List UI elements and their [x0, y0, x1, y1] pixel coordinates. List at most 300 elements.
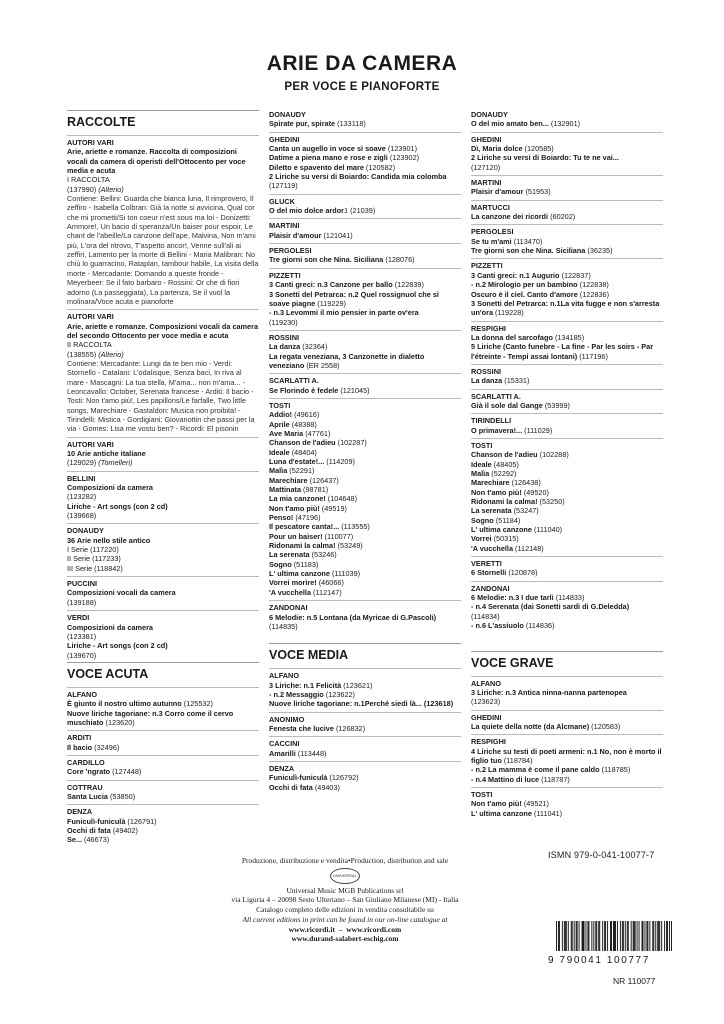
entry-group — [269, 761, 461, 792]
work-title: Nuove liriche tagoriane: n.3 Corro come il cervo muschiato — [67, 708, 234, 727]
work-title: La quiete della notte (da Alcmane) — [471, 721, 590, 731]
work-title: Ridonami la calma! — [269, 541, 336, 551]
catalog-code: (53250) — [537, 497, 565, 507]
composer-name: TOSTI — [269, 400, 291, 410]
contents-text: Contiene: Mercadante: Lungi da te ben mio - Verdi: Stornello - Catalani: L'odalisque, Senza baci, In riva al mare - Mascagni: La tua stella, M'ama... non m'ama... - Leoncavallo: October, Serenata francese - Arditi: Il bacio - Tosti: Non t'amo più!, Les papillons/Le farfalle, Two little songs, Marechiare - Gastaldon: Musica non proibita! - Tirindelli: Mistica - Gordigiani: Giovanottin che passi per la via - Gomes: Lisa me vostu ben? - Ricordi: El pisonin — [67, 358, 255, 434]
catalog-code: (49616) — [292, 410, 320, 420]
catalog-code: (123618) — [423, 699, 454, 709]
catalog-code: (123901) — [387, 144, 418, 154]
composer-name: AUTORI VARI — [67, 312, 114, 322]
catalog-code: (48388) — [289, 419, 317, 429]
work-title: La donna del sarcofago — [471, 332, 553, 342]
entry-group — [471, 321, 663, 361]
entry-group — [269, 330, 461, 370]
work-title: Marechiare — [471, 478, 510, 488]
catalog-code: (139668) — [67, 511, 97, 521]
entry-group — [269, 373, 461, 395]
list-item — [269, 438, 461, 447]
work-title: 3 Canti greci: n.1 Augurio — [471, 270, 560, 280]
entry-group — [67, 471, 259, 521]
catalog-code: (119228) — [495, 308, 524, 318]
work-title: 3 Canti greci: n.3 Canzone per ballo — [269, 280, 393, 290]
composer-name: DONAUDY — [269, 110, 306, 119]
work-title: Marechiare — [269, 475, 308, 485]
work-title: 36 Arie nello stile antico — [67, 535, 151, 545]
series-item: I Serie (117220) — [67, 545, 119, 555]
work-title: Chanson de l'adieu — [471, 450, 538, 460]
entry-group — [471, 581, 663, 631]
work-title: Sogno — [471, 515, 494, 525]
catalog-code: (52292) — [489, 469, 517, 478]
composer-name: CACCINI — [269, 739, 300, 749]
work-title: Tre giorni son che Nina. Siciliana — [269, 255, 384, 265]
catalog-code: (110077) — [322, 531, 354, 541]
work-title: Spirate pur, spirate — [269, 119, 336, 129]
list-item — [269, 457, 461, 466]
work-title: 10 Arie antiche italiane — [67, 449, 146, 458]
list-item — [269, 410, 461, 419]
catalog-code: (111029) — [524, 425, 553, 435]
work-title: Santa Lucia — [67, 791, 108, 801]
work-title: Già il sole dal Gange — [471, 400, 543, 410]
work-title: Core 'ngrato — [67, 767, 111, 777]
work-title: Composizioni vocali da camera — [67, 588, 176, 598]
catalog-code: (123623) — [471, 697, 501, 707]
work-title: Vorrei morire! — [269, 578, 317, 588]
entry-group — [67, 730, 259, 752]
work-title: Nuove liriche tagoriane: n.1Perché siedi là... — [269, 699, 422, 709]
editor-note: (Tomelleri) — [98, 458, 133, 468]
composer-name: TOSTI — [471, 440, 493, 450]
list-item — [269, 541, 461, 550]
list-item — [269, 504, 461, 513]
catalog-code: (126791) — [127, 816, 157, 826]
work-title: 2 Liriche su versi di Boiardo: Tu te ne vai... — [471, 153, 619, 163]
section-voce-acuta: VOCE ACUTA — [67, 662, 259, 684]
work-title: Ideale — [269, 447, 290, 457]
catalog-code: (47196) — [293, 513, 321, 523]
catalog-code: (118787) — [541, 774, 570, 784]
catalog-code: (114209) — [324, 457, 355, 466]
work-title: Composizioni da camera — [67, 622, 153, 632]
work-title: Non t'amo più! — [471, 487, 522, 497]
website-link[interactable]: www.ricordi.com — [346, 924, 402, 934]
catalog-code: (120582) — [365, 162, 396, 172]
entry-group — [269, 668, 461, 708]
catalog-code: (111040) — [531, 525, 563, 535]
work-title: 2 Liriche su versi di Boiardo: Candida mia colomba — [269, 172, 447, 182]
catalog-code: (51184) — [493, 515, 521, 525]
work-title: 3 Liriche: n.1 Felicità — [269, 680, 342, 690]
work-title: Malìa — [269, 466, 288, 476]
logo-text: UNIVERSAL — [332, 872, 358, 878]
catalog-code: (113448) — [297, 748, 327, 758]
work-title: 6 Stornelli — [471, 568, 507, 578]
catalog-code: (133118) — [337, 119, 366, 129]
entry-group — [67, 780, 259, 802]
list-item — [471, 544, 663, 553]
work-title: Mattinata — [269, 485, 302, 495]
catalog-code: (120585) — [524, 144, 554, 154]
catalog-code: (134185) — [554, 332, 585, 342]
catalog-code: (113470) — [513, 236, 543, 246]
work-title: Ave Maria — [269, 428, 304, 438]
catalog-code: (126437) — [307, 475, 339, 485]
list-item — [269, 485, 461, 494]
work-title: Liriche - Art songs (con 2 cd) — [67, 501, 168, 511]
catalog-code: (123621) — [343, 680, 373, 690]
composer-name: GLUCK — [269, 196, 295, 206]
universal-logo — [330, 868, 360, 884]
page-subtitle: PER VOCE E PIANOFORTE — [284, 81, 440, 93]
work-title: - n.4 Mattino di luce — [471, 774, 540, 784]
work-title: Tre giorni son che Nina. Siciliana — [471, 246, 586, 256]
work-title: Occhi di fata — [269, 782, 313, 792]
work-title: 'A vucchella — [269, 587, 312, 597]
section-voce-grave: VOCE GRAVE — [471, 651, 663, 673]
catalog-code: (46673) — [84, 835, 110, 845]
work-title: Occhi di fata — [67, 826, 111, 835]
work-title: 4 Liriche su testi di poeti armeni: n.1 No, non è morto il figlio tuo — [471, 746, 662, 765]
entry-group — [471, 364, 663, 386]
composer-name: DONAUDY — [471, 110, 508, 119]
entry-group — [67, 576, 259, 607]
composer-name: AUTORI VARI — [67, 138, 114, 147]
entry-group — [471, 787, 663, 818]
work-title: Ridonami la calma! — [471, 497, 538, 507]
composer-name: PIZZETTI — [471, 261, 503, 271]
series-item: II Serie (117233) — [67, 554, 121, 564]
barcode-icon — [556, 921, 673, 951]
list-item — [269, 522, 461, 531]
catalog-code: (125532) — [183, 699, 213, 709]
work-title: O primavera!... — [471, 425, 523, 435]
editor-note: (Alterio) — [98, 184, 124, 194]
work-title: Datime a piena mano e rose e zigli — [269, 153, 388, 163]
composer-name: PERGOLESI — [471, 227, 514, 237]
work-title: 'A vucchella — [471, 543, 514, 553]
list-item — [471, 478, 663, 487]
work-title: 6 Melodie: n.3 I due tarli — [471, 593, 554, 603]
entry-group — [269, 243, 461, 265]
column-left — [67, 110, 259, 845]
work-title: - n.4 Serenata (dai Sonetti sardi di G.Deledda) — [471, 602, 630, 612]
publisher-footer: Produzione, distribuzione e vendita•Production, distribution and sale UNIVERSAL Universal Music MGB Publications srl via Liguria 4 – 20098 Sesto Ulteriano – San Giuliano Milanese (MI) - Italia Catalogo completo delle edizioni in vendita consultabile su All current editions in print can be found in our on-line catalogue at www.ricordi.it – www.ricordi.com www.durand-salabert-eschig.com — [190, 856, 500, 944]
catalog-code: (102288) — [537, 450, 569, 460]
catalog-code: (126792) — [329, 773, 359, 783]
work-title: La danza — [269, 342, 301, 352]
entry-group — [67, 804, 259, 844]
catalog-code: (129029) — [67, 458, 97, 468]
work-title: Il pescatore canta!... — [269, 522, 340, 532]
composer-name: ROSSINI — [269, 332, 300, 342]
list-item — [269, 588, 461, 597]
tosti-list — [471, 450, 663, 553]
composer-name: MARTINI — [471, 178, 502, 188]
entry-group — [471, 224, 663, 255]
composer-name: RESPIGHI — [471, 737, 506, 747]
catalog-code: (111041) — [533, 808, 563, 818]
section-voce-media: VOCE MEDIA — [269, 643, 461, 665]
catalog-code: (118785) — [601, 765, 631, 775]
catalog-code: (127448) — [112, 767, 142, 777]
entry-group — [269, 268, 461, 327]
work-title: Plaisir d'amour — [471, 187, 524, 197]
catalog-code: (50315) — [491, 534, 519, 544]
list-item — [471, 506, 663, 515]
work-title: - n.2 Mirologio per un bambino — [471, 280, 578, 290]
website-link[interactable]: www.durand-salabert-eschig.com — [291, 934, 399, 944]
list-item — [471, 488, 663, 497]
entry-group — [471, 110, 663, 129]
composer-name: PUCCINI — [67, 579, 97, 589]
list-item — [269, 476, 461, 485]
work-title: Arie, ariette e romanze. Raccolta di composizioni vocali da camera di operisti dell'Ottocento per voce media e acuta — [67, 147, 246, 176]
catalog-code: (120878) — [508, 568, 538, 578]
list-item — [471, 497, 663, 506]
list-item — [269, 532, 461, 541]
catalog-code: (121045) — [340, 385, 370, 395]
work-title: Composizioni da camera — [67, 483, 153, 493]
catalog-code: (119229) — [317, 298, 346, 308]
work-title: La serenata — [269, 550, 310, 560]
entry-group — [471, 258, 663, 317]
catalog-code: (49520) — [521, 487, 549, 497]
entry-group — [67, 309, 259, 433]
work-title: Vorrei — [471, 534, 492, 544]
list-item — [269, 448, 461, 457]
work-title: Ideale — [471, 459, 492, 469]
entry-group — [269, 736, 461, 758]
catalog-code: (53850) — [110, 791, 136, 801]
catalog-code: (138555) — [67, 349, 97, 359]
catalog-code: (127119) — [269, 181, 298, 191]
work-title: Canta un augello in voce sì soave — [269, 144, 386, 154]
work-title: O del mio dolce ardor — [269, 206, 345, 216]
composer-name: ANONIMO — [269, 714, 305, 724]
catalog-code: (49402) — [112, 826, 138, 835]
work-title: La serenata — [471, 506, 512, 516]
entry-group — [471, 556, 663, 578]
catalog-code: (139188) — [67, 597, 97, 607]
composer-name: DENZA — [269, 763, 295, 773]
work-title: Sogno — [269, 559, 292, 569]
ismn-code: ISMN 979-0-041-10077-7 — [548, 850, 655, 860]
work-title: 3 Sonetti del Petrarca: n.1La vita fugge e non s'arresta un'ora — [471, 298, 660, 318]
catalog-code: (15331) — [504, 376, 530, 386]
publication-number: NR 110077 — [613, 976, 656, 986]
catalog-code: (98781) — [301, 485, 329, 495]
entry-group — [67, 610, 259, 660]
work-title: Se... — [67, 835, 83, 845]
composer-name: ZANDONAI — [471, 583, 510, 593]
entry-group — [67, 135, 259, 306]
website-link[interactable]: www.ricordi.it — [288, 924, 335, 934]
list-item — [471, 469, 663, 478]
work-title: Oscuro è il ciel. Canto d'amore — [471, 289, 578, 299]
list-item — [269, 578, 461, 587]
list-item — [471, 516, 663, 525]
tosti-list — [269, 410, 461, 597]
entry-group — [471, 438, 663, 553]
work-title: La danza — [471, 376, 503, 386]
catalog-code: (137990) — [67, 184, 97, 194]
column-middle — [269, 110, 461, 792]
catalog-code: (126438) — [509, 478, 541, 488]
catalog-code: (49519) — [319, 503, 347, 513]
composer-name: GHEDINI — [471, 134, 502, 144]
work-title: Aprile — [269, 419, 290, 429]
catalog-code: (118784) — [503, 755, 533, 765]
work-title: O del mio amato ben... — [471, 119, 549, 129]
list-item — [269, 569, 461, 578]
entry-group — [471, 413, 663, 435]
composer-name: PERGOLESI — [269, 246, 312, 256]
work-title: Penso! — [269, 513, 294, 523]
work-title: Funiculì-funiculà — [67, 816, 126, 826]
work-title: Dì, Maria dolce — [471, 144, 523, 154]
list-item — [269, 429, 461, 438]
list-item — [471, 460, 663, 469]
work-title: Non t'amo più! — [269, 503, 320, 513]
catalog-code: (122837) — [561, 270, 591, 280]
entry-group — [471, 389, 663, 411]
catalog-code: (128076) — [385, 255, 415, 265]
list-item — [471, 450, 663, 459]
catalog-code: (32496) — [94, 742, 120, 752]
catalogue-note-it: Catalogo completo delle edizioni in vendita consultabile su — [256, 905, 434, 915]
composer-name: SCARLATTI A. — [471, 391, 521, 401]
series-item: III Serie (118842) — [67, 563, 123, 573]
catalog-code: (49403) — [314, 782, 340, 792]
entry-group — [269, 712, 461, 734]
entry-group — [471, 734, 663, 784]
catalog-code: (48405) — [491, 459, 519, 469]
work-title: - n.2 La mamma è come il pane caldo — [471, 765, 600, 775]
composer-name: ROSSINI — [471, 366, 502, 376]
work-title: - n.3 Levommi il mio pensier in parte ov'era — [269, 308, 419, 318]
volume-label: I RACCOLTA — [67, 175, 110, 185]
catalog-code: 1 (21039) — [344, 206, 376, 216]
composer-name: ZANDONAI — [269, 603, 308, 613]
catalog-code: (123282) — [67, 492, 97, 502]
volume-label: II RACCOLTA — [67, 340, 112, 350]
production-line: Produzione, distribuzione e vendita•Production, distribution and sale — [241, 856, 449, 865]
catalog-code: (122836) — [579, 289, 610, 299]
composer-name: SCARLATTI A. — [269, 376, 319, 386]
composer-name: MARTINI — [269, 221, 300, 231]
work-title: Chanson de l'adieu — [269, 438, 336, 448]
composer-name: DENZA — [67, 807, 93, 817]
list-item — [269, 560, 461, 569]
entry-group — [67, 437, 259, 468]
catalog-code: (53249) — [335, 541, 363, 551]
entry-group — [67, 687, 259, 727]
list-item — [269, 466, 461, 475]
composer-name: AUTORI VARI — [67, 439, 114, 449]
catalogue-note-en: All current editions in print can be found in our on-line catalogue at — [242, 914, 448, 924]
catalog-code: (53246) — [309, 550, 337, 560]
catalog-code: (112148) — [513, 543, 544, 553]
list-item — [471, 534, 663, 543]
entry-group — [471, 200, 663, 222]
composer-name: ALFANO — [269, 671, 299, 681]
catalog-code: (51183) — [291, 559, 319, 569]
work-title: - n.6 L'assiuolo — [471, 621, 524, 631]
work-title: 5 Liriche (Canto funebre - La fine - Par les soirs - Par l'étreinte - Tempi assai lontani) — [471, 342, 654, 361]
catalog-code: (49521) — [523, 799, 549, 809]
work-title: Funiculì-funiculà — [269, 773, 328, 783]
work-title: L' ultima canzone — [471, 525, 532, 535]
catalog-code: (48404) — [289, 447, 317, 457]
catalog-code: (51953) — [525, 187, 551, 197]
contents-text: Contiene: Bellini: Guarda che bianca luna, Il rimprovero, Il zeffiro - Isabella Colbran: Già la notte si avvicina, Qual cor che mi prometti/Si ton coeur n'est sous ma loi - Donizetti: Ammore!, Un bacio di speranza/Un baiser pour espoir, Le chant de l'abeille/La canzone dell'ape, Malvina, Non m'ami più, L'ora del ritrovo, T'aspetto ancor!, Venne sull'ali ai zeffiri, Lamento per la morte di Bellini - Maria Malibran: No chiù lo guarracino, Rataplan, tambour habile, La visita della morte - Mercadante: Domando a queste fronde - Meyerbeer: Se il fato barbaro - Rossini: Or che di fiori adorno (La passeggiata), La partenza, Se il vuol la molinara/Voce acuta e pianoforte — [67, 194, 259, 306]
work-title: Non t'amo più! — [471, 799, 522, 809]
work-title: L' ultima canzone — [269, 569, 330, 579]
composer-name: MARTUCCI — [471, 202, 510, 212]
catalog-code: (112147) — [311, 587, 342, 597]
work-title: Liriche - Art songs (con 2 cd) — [67, 641, 168, 651]
list-item — [269, 550, 461, 559]
entry-group — [67, 523, 259, 573]
composer-name: TIRINDELLI — [471, 416, 512, 426]
catalog-code: (52291) — [287, 466, 315, 476]
composer-name: RESPIGHI — [471, 323, 506, 333]
editor-note: (Alterio) — [98, 349, 124, 359]
work-title: È giunto il nostro ultimo autunno — [67, 699, 182, 709]
work-title: Fenesta che lucive — [269, 723, 334, 733]
composer-name: VERDI — [67, 613, 90, 623]
composer-name: PIZZETTI — [269, 270, 301, 280]
work-title: Arie, ariette e romanze. Composizioni vocali da camera del secondo Ottocento per voce media e acuta — [67, 321, 259, 340]
entry-group — [471, 132, 663, 172]
composer-name: ARDITI — [67, 733, 92, 743]
barcode-number: 9 790041 100777 — [548, 955, 650, 966]
composer-name: GHEDINI — [471, 712, 502, 722]
publisher-address: via Liguria 4 – 20098 Sesto Ulteriano – San Giuliano Milanese (MI) - Italia — [231, 895, 459, 905]
catalog-code: (122838) — [579, 280, 609, 290]
work-title: Luna d'estate!... — [269, 457, 325, 466]
composer-name: TOSTI — [471, 789, 493, 799]
work-title: L' ultima canzone — [471, 808, 532, 818]
composer-name: ALFANO — [471, 678, 501, 688]
composer-name: DONAUDY — [67, 526, 104, 536]
composer-name: COTTRAU — [67, 782, 103, 792]
work-title: La regata veneziana, 3 Canzonette in dialetto veneziano — [269, 351, 425, 370]
work-title: 3 Sonetti del Petrarca: n.2 Quel rossignuol che sì soave piagne — [269, 289, 439, 308]
work-title: Diletto e spavento del mare — [269, 162, 364, 172]
work-title: Se tu m'ami — [471, 236, 512, 246]
work-title: Plaisir d'amour — [269, 230, 322, 240]
catalog-code: (126832) — [335, 723, 366, 733]
composer-name: VERETTI — [471, 559, 502, 569]
list-item — [269, 494, 461, 503]
catalog-code: (32364) — [302, 342, 328, 352]
catalog-code: (121041) — [323, 230, 353, 240]
work-title: Pour un baiser! — [269, 531, 323, 541]
work-title: Malìa — [471, 469, 490, 478]
catalog-code: (102287) — [335, 438, 367, 448]
work-title: 3 Liriche: n.3 Antica ninna-nanna partenopea — [471, 687, 627, 697]
composer-name: BELLINI — [67, 473, 96, 483]
entry-group — [269, 110, 461, 129]
work-title: La canzone dei ricordi — [471, 212, 549, 222]
catalog-code: (119230) — [269, 317, 298, 327]
list-item — [269, 420, 461, 429]
section-raccolte: RACCOLTE — [67, 110, 259, 132]
work-title: Il bacio — [67, 742, 93, 752]
page-title: ARIE DA CAMERA — [266, 52, 458, 75]
